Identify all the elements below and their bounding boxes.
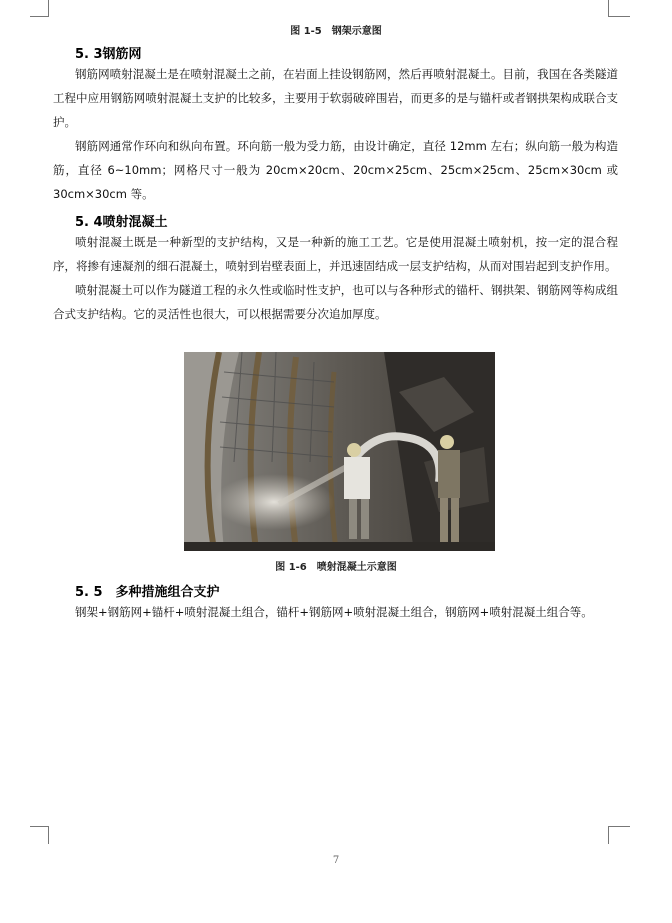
crop-mark-bottom-left-v bbox=[48, 826, 49, 844]
crop-mark-top-left-h bbox=[30, 16, 49, 17]
paragraph: 喷射混凝土既是一种新型的支护结构，又是一种新的施工工艺。它是使用混凝土喷射机，按一定的混合程序，将掺有速凝剂的细石混凝土，喷射到岩壁表面上，并迅速固结成一层支护结构，从而对围岩起到支护作用。 bbox=[53, 235, 618, 273]
crop-mark-top-left-v bbox=[48, 0, 49, 16]
figure-caption-top: 图 1-5 钢架示意图 bbox=[290, 26, 382, 37]
figure-caption-1-6: 图 1-6 喷射混凝土示意图 bbox=[275, 562, 397, 573]
paragraph: 钢筋网通常作环向和纵向布置。环向筋一般为受力筋，由设计确定，直径 12mm 左右；纵向筋一般为构造筋，直径 6~10mm；网格尺寸一般为 20cm×20cm、20cm×25cm、25cm×25cm、25cm×30cm 或 30cm×30cm 等。 bbox=[53, 139, 618, 201]
section-heading-5-3: 5. 3钢筋网 bbox=[75, 47, 142, 62]
page-number: 7 bbox=[332, 855, 340, 866]
crop-mark-top-right-h bbox=[608, 16, 630, 17]
section-heading-5-4: 5. 4喷射混凝土 bbox=[75, 215, 168, 230]
paragraph: 钢筋网喷射混凝土是在喷射混凝土之前，在岩面上挂设钢筋网，然后再喷射混凝土。目前，我国在各类隧道工程中应用钢筋网喷射混凝土支护的比较多，主要用于软弱破碎围岩，而更多的是与锚杆或者钢拱架构成联合支护。 bbox=[53, 67, 618, 129]
section-5-4-body bbox=[53, 230, 618, 326]
shotcrete-tunnel-photo bbox=[184, 352, 495, 551]
crop-mark-bottom-right-v bbox=[608, 826, 609, 844]
section-heading-5-5: 5. 5 多种措施组合支护 bbox=[75, 585, 220, 600]
paragraph: 钢架+钢筋网+锚杆+喷射混凝土组合，锚杆+钢筋网+喷射混凝土组合，钢筋网+喷射混凝土组合等。 bbox=[75, 605, 593, 619]
paragraph: 喷射混凝土可以作为隧道工程的永久性或临时性支护，也可以与各种形式的锚杆、钢拱架、钢筋网等构成组合式支护结构。它的灵活性也很大，可以根据需要分次追加厚度。 bbox=[53, 283, 618, 321]
crop-mark-top-right-v bbox=[608, 0, 609, 16]
section-5-3-body bbox=[53, 62, 618, 206]
crop-mark-bottom-right-h bbox=[608, 826, 630, 827]
crop-mark-bottom-left-h bbox=[30, 826, 49, 827]
section-5-5-body bbox=[75, 600, 620, 624]
